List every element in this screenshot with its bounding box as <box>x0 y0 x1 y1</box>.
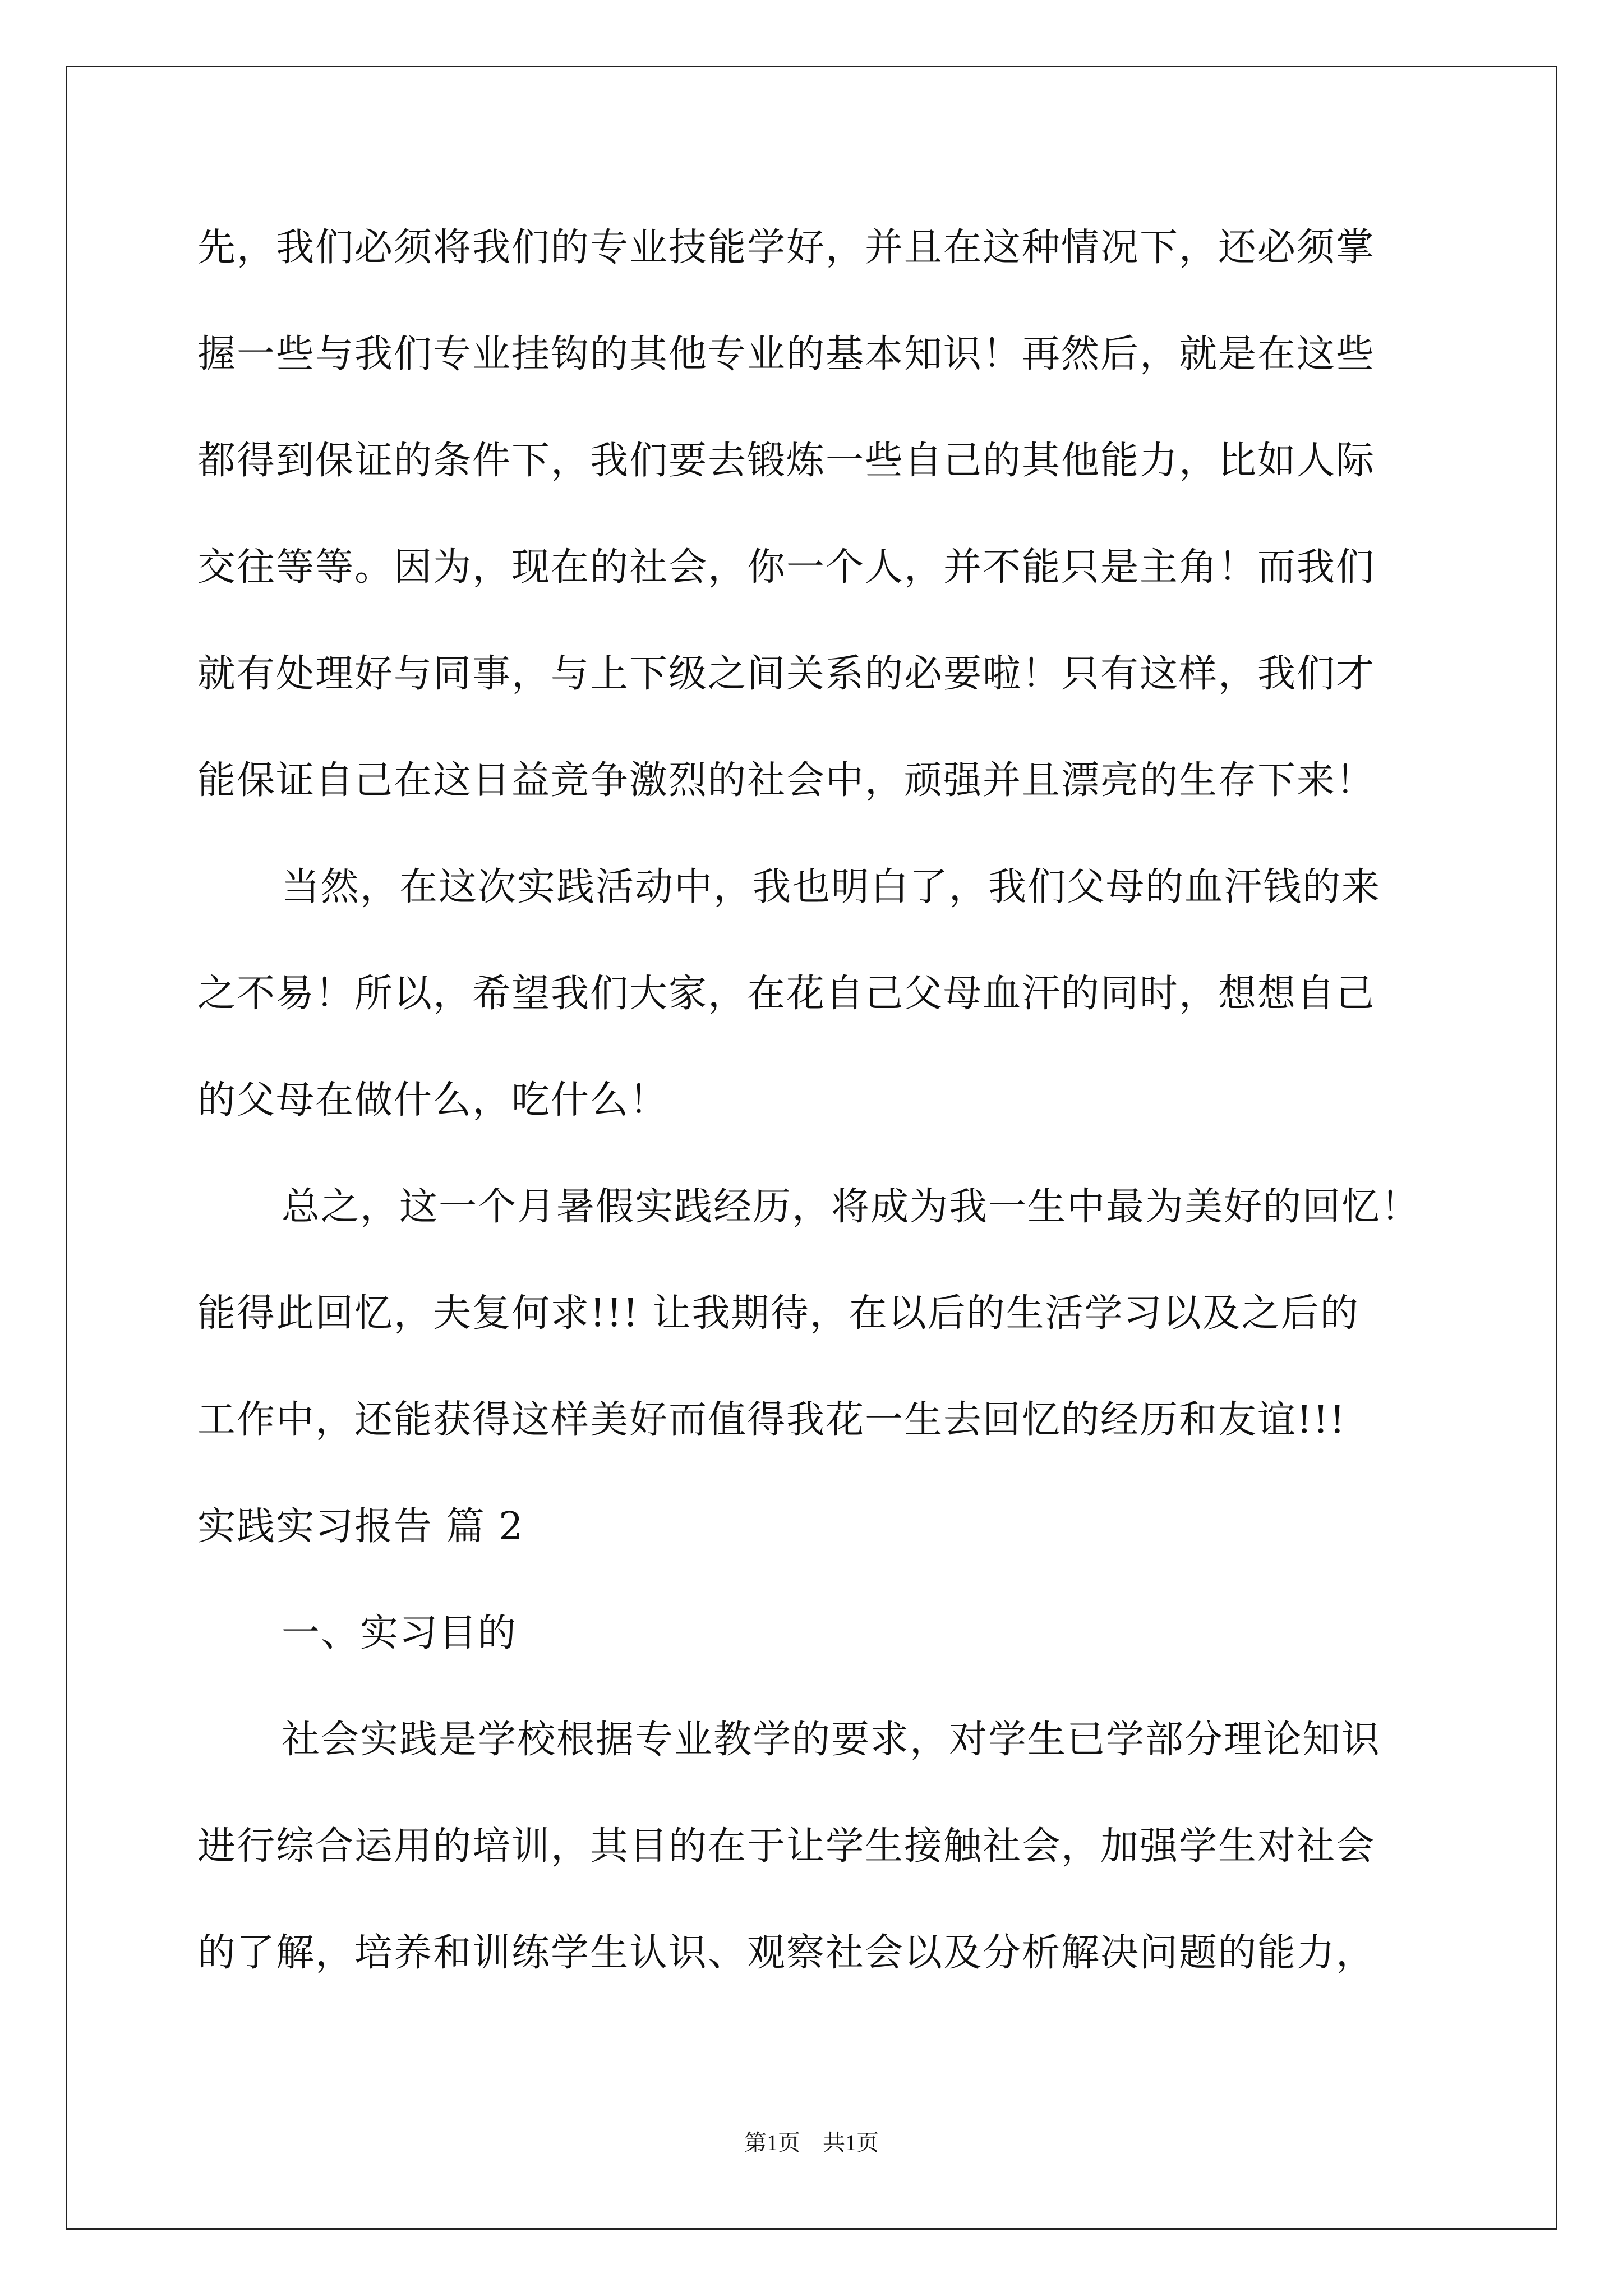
text-line: 就有处理好与同事，与上下级之间关系的必要啦！只有这样，我们才 <box>197 652 1376 696</box>
text-line: 能得此回忆，夫复何求!!! 让我期待，在以后的生活学习以及之后的 <box>197 1291 1359 1336</box>
text-line: 都得到保证的条件下，我们要去锻炼一些自己的其他能力，比如人际 <box>197 439 1376 483</box>
subsection-heading: 一、实习目的 <box>282 1611 518 1655</box>
text-line: 当然，在这次实践活动中，我也明白了，我们父母的血汗钱的来 <box>282 865 1381 909</box>
text-line: 先，我们必须将我们的专业技能学好，并且在这种情况下，还必须掌 <box>197 226 1376 270</box>
text-line: 总之，这一个月暑假实践经历，将成为我一生中最为美好的回忆！ <box>282 1185 1421 1229</box>
text-line: 能保证自己在这日益竞争激烈的社会中，顽强并且漂亮的生存下来！ <box>197 758 1376 803</box>
text-line: 的了解，培养和训练学生认识、观察社会以及分析解决问题的能力， <box>197 1931 1376 1975</box>
text-line: 之不易！所以，希望我们大家，在花自己父母血汗的同时，想想自己 <box>197 972 1376 1016</box>
text-line: 社会实践是学校根据专业教学的要求，对学生已学部分理论知识 <box>282 1718 1381 1762</box>
text-line: 握一些与我们专业挂钩的其他专业的基本知识！再然后，就是在这些 <box>197 332 1376 376</box>
text-line: 的父母在做什么，吃什么！ <box>197 1078 669 1122</box>
page-number-footer: 第1页 共1页 <box>744 2130 879 2155</box>
text-line: 交往等等。因为，现在的社会，你一个人，并不能只是主角！而我们 <box>197 545 1376 590</box>
text-line: 工作中，还能获得这样美好而值得我花一生去回忆的经历和友谊!!! <box>197 1398 1346 1442</box>
text-line: 进行综合运用的培训，其目的在于让学生接触社会，加强学生对社会 <box>197 1824 1376 1869</box>
page-border <box>66 66 1557 2230</box>
section-heading: 实践实习报告 篇 2 <box>197 1504 524 1549</box>
